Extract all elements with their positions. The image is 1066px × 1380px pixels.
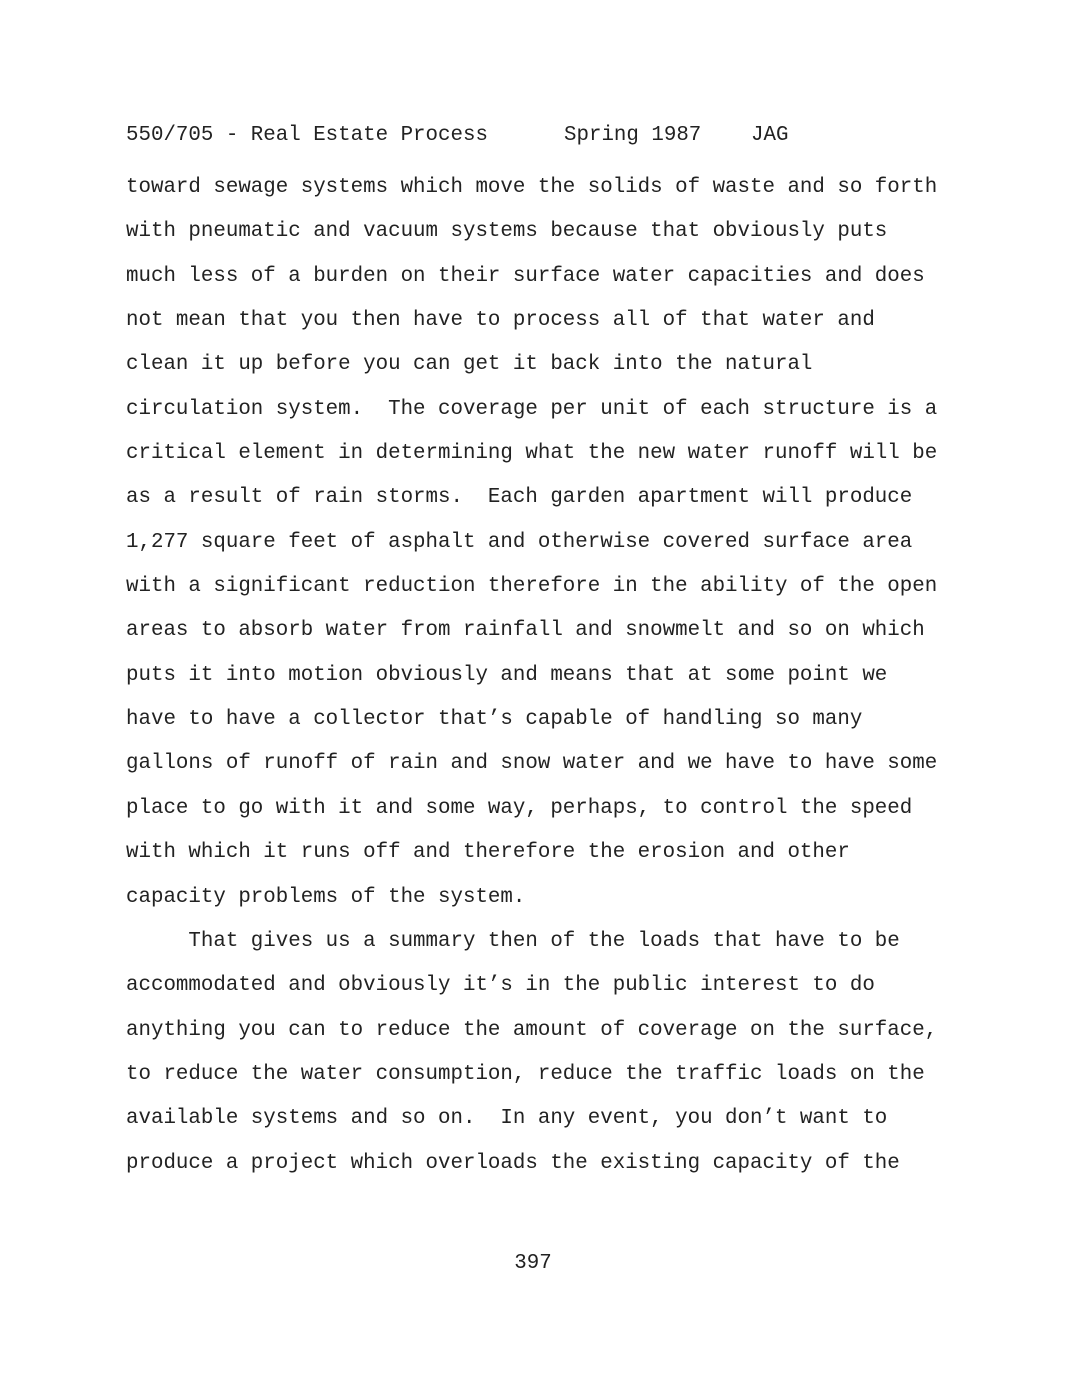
course-title: 550/705 - Real Estate Process [126,124,488,147]
text-line: with which it runs off and therefore the erosion and other [126,841,850,865]
page-header [126,122,788,150]
text-line: place to go with it and some way, perhaps, to control the speed [126,796,913,820]
author-initials: JAG [751,124,789,147]
text-line: available systems and so on. In any event, you don’t want to [126,1107,888,1131]
text-line: with a significant reduction therefore in the ability of the open [126,575,938,599]
text-line: That gives us a summary then of the loads that have to be [126,929,900,953]
text-line: anything you can to reduce the amount of coverage on the surface, [126,1018,938,1042]
text-line: as a result of rain storms. Each garden apartment will produce [126,486,913,510]
text-line: not mean that you then have to process all of that water and [126,309,875,333]
transcript-body [126,166,956,1186]
text-line: 1,277 square feet of asphalt and otherwise covered surface area [126,530,913,554]
text-line: circulation system. The coverage per unit of each structure is a [126,397,938,421]
text-line: accommodated and obviously it’s in the public interest to do [126,974,875,998]
text-line: puts it into motion obviously and means that at some point we [126,663,888,687]
text-line: with pneumatic and vacuum systems because that obviously puts [126,220,888,244]
text-line: toward sewage systems which move the solids of waste and so forth [126,176,938,199]
term-label: Spring 1987 [564,124,702,147]
text-line: gallons of runoff of rain and snow water and we have to have some [126,752,938,776]
text-line: areas to absorb water from rainfall and snowmelt and so on which [126,619,925,643]
page-number: 397 [514,1252,552,1275]
text-line: have to have a collector that’s capable of handling so many [126,708,863,732]
text-line: clean it up before you can get it back into the natural [126,353,813,377]
text-line: produce a project which overloads the existing capacity of the [126,1151,900,1175]
text-line: capacity problems of the system. [126,885,526,909]
text-line: critical element in determining what the new water runoff will be [126,442,938,466]
text-line: to reduce the water consumption, reduce the traffic loads on the [126,1062,925,1086]
text-line: much less of a burden on their surface water capacities and does [126,264,925,288]
